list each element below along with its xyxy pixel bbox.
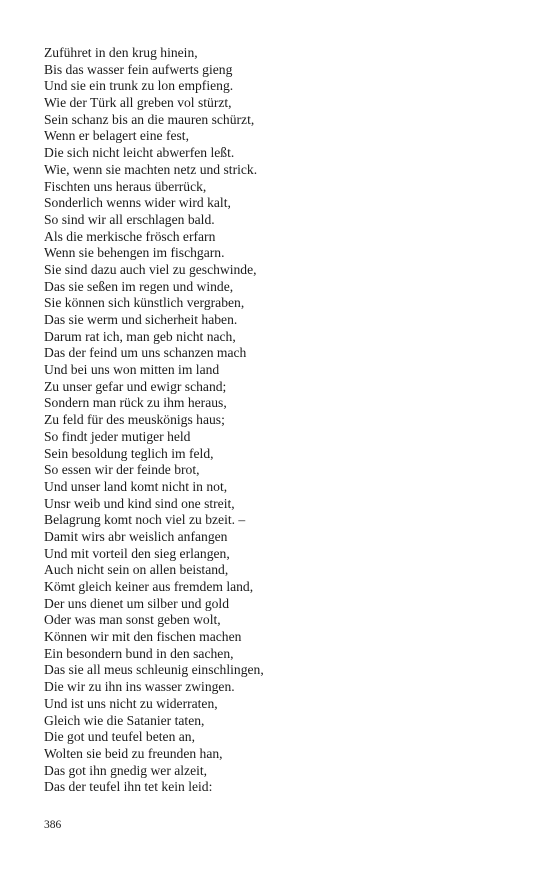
poem-line: So sind wir all erschlagen bald. [44, 211, 215, 227]
poem-line: Auch nicht sein on allen beistand, [44, 562, 229, 578]
poem-line: Wolten sie beid zu freunden han, [44, 745, 223, 761]
poem-line: Das got ihn gnedig wer alzeit, [44, 762, 208, 778]
poem-line: Sein besoldung teglich im feld, [44, 445, 214, 461]
poem-line: Zu feld für des meuskönigs haus; [44, 412, 225, 428]
poem-line: Sie sind dazu auch viel zu geschwinde, [44, 261, 257, 277]
poem-line: Die sich nicht leicht abwerfen leßt. [44, 145, 235, 161]
poem-line: Sie können sich künstlich vergraben, [44, 295, 245, 311]
poem-line: Zu unser gefar und ewigr schand; [44, 378, 227, 394]
poem-line: Zuführet in den krug hinein, [44, 45, 198, 60]
poem-line: Fischten uns heraus überrück, [44, 178, 207, 194]
poem-line: Und ist uns nicht zu widerraten, [44, 695, 218, 711]
poem-line: Belagrung komt noch viel zu bzeit. – [44, 512, 246, 528]
poem-line: Darum rat ich, man geb nicht nach, [44, 328, 236, 344]
poem-line: Und unser land komt nicht in not, [44, 478, 228, 494]
page-number: 386 [44, 819, 62, 831]
poem-line: Ein besondern bund in den sachen, [44, 645, 234, 661]
poem-line: Sondern man rück zu ihm heraus, [44, 395, 227, 411]
poem-line: Der uns dienet um silber und gold [44, 595, 229, 611]
poem-line: Als die merkische frösch erfarn [44, 228, 216, 244]
poem-line: Sein schanz bis an die mauren schürzt, [44, 111, 255, 127]
poem-line: Gleich wie die Satanier taten, [44, 712, 205, 728]
poem-line: Das der feind um uns schanzen mach [44, 345, 247, 361]
poem-line: Die wir zu ihn ins wasser zwingen. [44, 679, 235, 695]
poem-line: Das sie all meus schleunig einschlingen, [44, 662, 264, 678]
poem-line: So essen wir der feinde brot, [44, 462, 200, 478]
poem-line: Bis das wasser fein aufwerts gieng [44, 61, 233, 77]
poem-line: Wenn er belagert eine fest, [44, 128, 189, 144]
poem-line: Wie, wenn sie machten netz und strick. [44, 161, 258, 177]
poem-line: Das sie werm und sicherheit haben. [44, 312, 238, 327]
poem-line: Und sie ein trunk zu lon empfieng. [44, 78, 234, 94]
poem-line: Und mit vorteil den sieg erlangen, [44, 545, 230, 561]
poem-line: Damit wirs abr weislich anfangen [44, 528, 228, 544]
poem-line: Die got und teufel beten an, [44, 729, 195, 745]
poem-line: Wenn sie behengen im fischgarn. [44, 245, 225, 261]
poem-text [44, 45, 264, 796]
poem-line: Das der teufel ihn tet kein leid: [44, 779, 213, 795]
poem-line: Kömt gleich keiner aus fremdem land, [44, 579, 254, 594]
poem-line: Und bei uns won mitten im land [44, 362, 220, 378]
poem-line: Sonderlich wenns wider wird kalt, [44, 195, 231, 211]
poem-line: So findt jeder mutiger held [44, 428, 191, 444]
poem-line: Können wir mit den fischen machen [44, 629, 242, 645]
poem-line: Wie der Türk all greben vol stürzt, [44, 95, 232, 111]
poem-line: Oder was man sonst geben wolt, [44, 612, 221, 628]
poem-line: Das sie seßen im regen und winde, [44, 278, 234, 294]
poem-line: Unsr weib und kind sind one streit, [44, 495, 235, 511]
